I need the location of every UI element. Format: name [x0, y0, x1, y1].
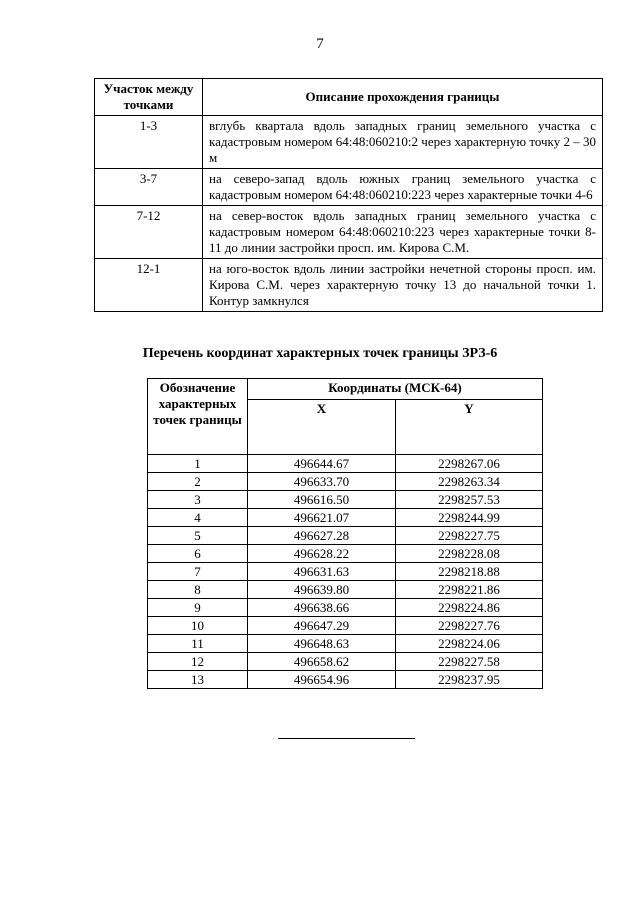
boundary-segments-table — [94, 78, 603, 312]
segment-row — [95, 259, 603, 312]
point-id: 12 — [148, 653, 248, 671]
point-id: 7 — [148, 563, 248, 581]
coordinate-row — [148, 545, 543, 563]
point-id: 1 — [148, 455, 248, 473]
header-x: X — [248, 400, 396, 455]
segment-row — [95, 169, 603, 206]
segment-description: на северо-запад вдоль южных границ земельного участка с кадастровым номером 64:48:060210:223 через характерные точки 4-6 — [203, 169, 603, 206]
coordinates-body — [148, 455, 543, 689]
coordinate-row — [148, 527, 543, 545]
segment-row — [95, 116, 603, 169]
segment-range: 1-3 — [95, 116, 203, 169]
coordinate-row — [148, 491, 543, 509]
segment-description: вглубь квартала вдоль западных границ земельного участка с кадастровым номером 64:48:060210:2 через характерную точку 2 – 30 м — [203, 116, 603, 169]
coord-x: 496644.67 — [248, 455, 396, 473]
point-id: 10 — [148, 617, 248, 635]
segments-header-row — [95, 79, 603, 116]
coord-y: 2298263.34 — [396, 473, 543, 491]
segment-row — [95, 206, 603, 259]
coord-x: 496658.62 — [248, 653, 396, 671]
coord-y: 2298227.76 — [396, 617, 543, 635]
coord-y: 2298227.58 — [396, 653, 543, 671]
coord-y: 2298257.53 — [396, 491, 543, 509]
coord-y: 2298267.06 — [396, 455, 543, 473]
coord-x: 496628.22 — [248, 545, 396, 563]
header-coordinates: Координаты (МСК-64) — [248, 379, 543, 400]
header-description: Описание прохождения границы — [203, 79, 603, 116]
point-id: 11 — [148, 635, 248, 653]
point-id: 6 — [148, 545, 248, 563]
coordinate-row — [148, 563, 543, 581]
segment-range: 7-12 — [95, 206, 203, 259]
coord-x: 496654.96 — [248, 671, 396, 689]
header-segment: Участок между точками — [95, 79, 203, 116]
coord-y: 2298221.86 — [396, 581, 543, 599]
coord-y: 2298224.86 — [396, 599, 543, 617]
coordinates-title: Перечень координат характерных точек границы ЗРЗ-6 — [142, 346, 498, 361]
coord-x: 496648.63 — [248, 635, 396, 653]
coordinate-row — [148, 635, 543, 653]
segment-description: на юго-восток вдоль линии застройки нечетной стороны просп. им. Кирова С.М. через характерную точку 13 до начальной точки 1. Контур замкнулся — [203, 259, 603, 312]
segment-range: 3-7 — [95, 169, 203, 206]
coord-y: 2298227.75 — [396, 527, 543, 545]
coordinate-row — [148, 473, 543, 491]
coordinate-row — [148, 599, 543, 617]
coordinate-row — [148, 671, 543, 689]
coord-x: 496621.07 — [248, 509, 396, 527]
coord-x: 496638.66 — [248, 599, 396, 617]
coordinate-row — [148, 455, 543, 473]
coordinates-table — [147, 378, 543, 689]
coord-x: 496616.50 — [248, 491, 396, 509]
header-point: Обозначение характерных точек границы — [148, 379, 248, 455]
coord-x: 496647.29 — [248, 617, 396, 635]
page-number: 7 — [316, 36, 324, 52]
point-id: 8 — [148, 581, 248, 599]
coord-y: 2298237.95 — [396, 671, 543, 689]
point-id: 3 — [148, 491, 248, 509]
coordinate-row — [148, 581, 543, 599]
coord-x: 496639.80 — [248, 581, 396, 599]
segment-description: на север-восток вдоль западных границ земельного участка с кадастровым номером 64:48:060210:223 через характерные точки 8-11 до линии застройки просп. им. Кирова С.М. — [203, 206, 603, 259]
coord-header-row — [148, 379, 543, 400]
closing-rule — [278, 738, 415, 739]
point-id: 2 — [148, 473, 248, 491]
coordinate-row — [148, 653, 543, 671]
coord-x: 496627.28 — [248, 527, 396, 545]
coord-x: 496633.70 — [248, 473, 396, 491]
point-id: 5 — [148, 527, 248, 545]
point-id: 13 — [148, 671, 248, 689]
coord-y: 2298224.06 — [396, 635, 543, 653]
coordinate-row — [148, 509, 543, 527]
point-id: 9 — [148, 599, 248, 617]
point-id: 4 — [148, 509, 248, 527]
coord-x: 496631.63 — [248, 563, 396, 581]
coord-y: 2298244.99 — [396, 509, 543, 527]
segment-range: 12-1 — [95, 259, 203, 312]
header-y: Y — [396, 400, 543, 455]
coord-y: 2298218.88 — [396, 563, 543, 581]
segments-body — [95, 116, 603, 312]
coordinate-row — [148, 617, 543, 635]
coord-y: 2298228.08 — [396, 545, 543, 563]
